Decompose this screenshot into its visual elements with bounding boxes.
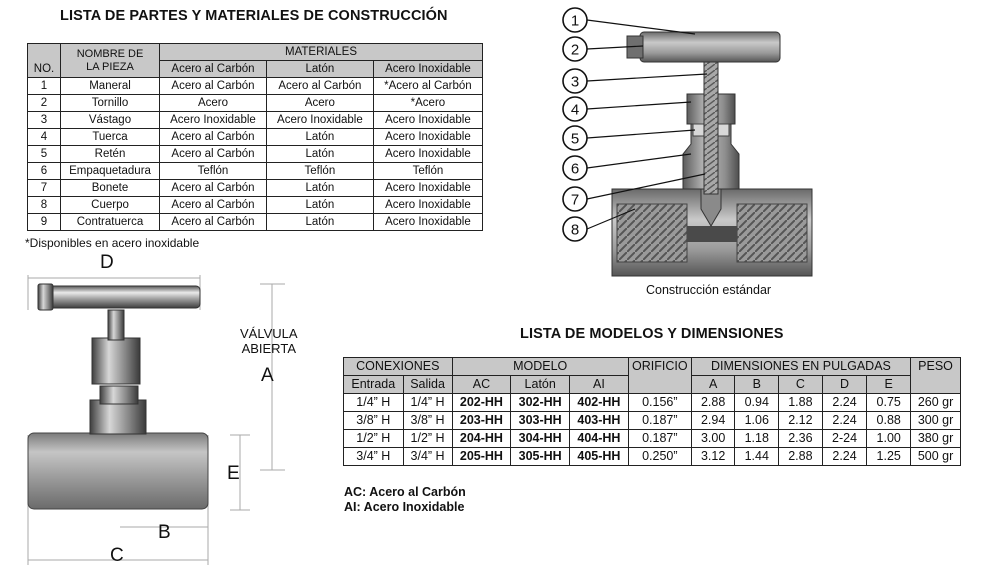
parts-cell: Empaquetadura <box>61 163 160 180</box>
parts-cell: Acero <box>160 95 267 112</box>
valve-stem <box>108 310 124 340</box>
models-cell: 0.94 <box>735 394 779 412</box>
construction-diagram <box>555 4 825 284</box>
models-cell: 1.44 <box>735 448 779 466</box>
parts-row <box>28 112 483 129</box>
models-cell: 1.06 <box>735 412 779 430</box>
parts-row <box>28 129 483 146</box>
callout-number: 4 <box>570 101 580 119</box>
parts-cell: Teflón <box>373 163 482 180</box>
parts-cell: Latón <box>266 180 373 197</box>
parts-cell: Acero Inoxidable <box>373 180 482 197</box>
parts-cell: Acero Inoxidable <box>266 112 373 129</box>
callout-5 <box>563 126 587 150</box>
models-cell: 1.18 <box>735 430 779 448</box>
parts-cell: Acero al Carbón <box>160 197 267 214</box>
models-cell: 303-HH <box>511 412 570 430</box>
parts-cell: 6 <box>28 163 61 180</box>
valve-handle <box>50 286 200 308</box>
models-cell: 2.12 <box>779 412 823 430</box>
parts-row <box>28 214 483 231</box>
models-title: LISTA DE MODELOS Y DIMENSIONES <box>520 326 784 342</box>
legend-ai: AI: Acero Inoxidable <box>344 500 465 514</box>
parts-cell: Acero al Carbón <box>160 180 267 197</box>
models-cell: 1.00 <box>867 430 911 448</box>
parts-cell: Latón <box>266 197 373 214</box>
parts-table <box>27 43 483 231</box>
models-cell: 1.88 <box>779 394 823 412</box>
legend-ac: AC: Acero al Carbón <box>344 485 466 499</box>
models-cell: 3/4” H <box>403 448 452 466</box>
models-header-dimensions: DIMENSIONES EN PULGADAS <box>691 358 910 376</box>
models-cell: 304-HH <box>511 430 570 448</box>
parts-header-material-col: Acero al Carbón <box>160 61 267 78</box>
models-cell: 2.88 <box>779 448 823 466</box>
callout-number: 8 <box>570 221 580 239</box>
callout-number: 5 <box>570 130 580 148</box>
parts-cell: Acero Inoxidable <box>373 129 482 146</box>
models-cell: 0.75 <box>867 394 911 412</box>
parts-header-materials: MATERIALES <box>160 44 483 61</box>
callout-number: 1 <box>570 12 580 30</box>
models-cell: 204-HH <box>452 430 511 448</box>
parts-title: LISTA DE PARTES Y MATERIALES DE CONSTRUCCIÓN <box>60 8 448 24</box>
models-cell: 3.00 <box>691 430 735 448</box>
parts-row <box>28 180 483 197</box>
models-header-brass: Latón <box>511 376 570 394</box>
parts-header-no: NO. <box>28 44 61 78</box>
parts-cell: Acero al Carbón <box>160 146 267 163</box>
parts-header-name-line1: NOMBRE DE <box>76 47 144 60</box>
parts-cell: 1 <box>28 78 61 95</box>
parts-cell: Tornillo <box>61 95 160 112</box>
parts-cell: Teflón <box>266 163 373 180</box>
parts-cell: 3 <box>28 112 61 129</box>
models-cell: 2-24 <box>822 430 867 448</box>
models-cell: 202-HH <box>452 394 511 412</box>
valve-illustration <box>20 270 320 565</box>
models-cell: 402-HH <box>570 394 629 412</box>
valve-handle-screw <box>38 284 53 310</box>
parts-cell: Acero <box>266 95 373 112</box>
valve-lower-nut <box>90 400 146 434</box>
parts-cell: Acero Inoxidable <box>373 214 482 231</box>
models-row <box>344 430 961 448</box>
construction-caption: Construcción estándar <box>646 283 772 297</box>
callout-number: 3 <box>570 73 580 91</box>
models-cell: 0.88 <box>867 412 911 430</box>
dim-label-e: E <box>227 463 240 484</box>
parts-cell: Bonete <box>61 180 160 197</box>
parts-cell: Latón <box>266 129 373 146</box>
models-cell: 260 gr <box>911 394 961 412</box>
models-header-ac: AC <box>452 376 511 394</box>
valve-bonnet <box>100 386 138 404</box>
parts-row <box>28 78 483 95</box>
parts-cell: Tuerca <box>61 129 160 146</box>
parts-header-name <box>61 44 160 78</box>
callout-number: 2 <box>570 41 580 59</box>
parts-row <box>28 197 483 214</box>
parts-cell: Latón <box>266 146 373 163</box>
parts-cell: Acero al Carbón <box>266 78 373 95</box>
models-cell: 2.24 <box>822 448 867 466</box>
models-header-model: MODELO <box>452 358 628 376</box>
dim-label-d: D <box>100 252 114 273</box>
models-cell: 302-HH <box>511 394 570 412</box>
body-passage <box>687 226 737 242</box>
models-cell: 1/2” H <box>344 430 404 448</box>
models-row <box>344 394 961 412</box>
parts-cell: Acero al Carbón <box>160 129 267 146</box>
models-header-dim: B <box>735 376 779 394</box>
parts-cell: Contratuerca <box>61 214 160 231</box>
callout-1 <box>563 8 587 32</box>
models-cell: 203-HH <box>452 412 511 430</box>
models-table <box>343 357 961 466</box>
parts-cell: Acero Inoxidable <box>373 112 482 129</box>
parts-cell: *Acero <box>373 95 482 112</box>
models-cell: 1/2” H <box>403 430 452 448</box>
models-cell: 404-HH <box>570 430 629 448</box>
models-cell: 0.187” <box>628 430 691 448</box>
models-cell: 300 gr <box>911 412 961 430</box>
valve-body <box>28 433 208 509</box>
models-cell: 3.12 <box>691 448 735 466</box>
models-cell: 2.24 <box>822 394 867 412</box>
models-legend <box>344 485 466 515</box>
parts-cell: Maneral <box>61 78 160 95</box>
models-cell: 2.88 <box>691 394 735 412</box>
valve-open-line2: ABIERTA <box>241 341 296 356</box>
models-cell: 3/8” H <box>403 412 452 430</box>
parts-cell: Acero al Carbón <box>160 78 267 95</box>
models-cell: 2.24 <box>822 412 867 430</box>
dim-label-b: B <box>158 522 171 543</box>
callout-3 <box>563 69 587 93</box>
parts-cell: 8 <box>28 197 61 214</box>
parts-cell: 4 <box>28 129 61 146</box>
models-cell: 205-HH <box>452 448 511 466</box>
models-row <box>344 448 961 466</box>
parts-header-material-col: Acero Inoxidable <box>373 61 482 78</box>
parts-cell: Retén <box>61 146 160 163</box>
models-header-weight: PESO <box>911 358 961 394</box>
callout-2 <box>563 37 587 61</box>
models-cell: 0.187” <box>628 412 691 430</box>
valve-open-label <box>240 326 298 356</box>
models-header-exit: Salida <box>403 376 452 394</box>
dim-label-c: C <box>110 545 124 566</box>
models-header-entry: Entrada <box>344 376 404 394</box>
parts-header-name-line2: LA PIEZA <box>86 60 134 73</box>
models-header-dim: A <box>691 376 735 394</box>
valve-open-line1: VÁLVULA <box>240 326 298 341</box>
parts-row <box>28 163 483 180</box>
models-cell: 1/4” H <box>403 394 452 412</box>
callout-number: 7 <box>570 191 580 209</box>
callout-number: 6 <box>570 160 580 178</box>
models-header-connections: CONEXIONES <box>344 358 453 376</box>
parts-cell: 9 <box>28 214 61 231</box>
parts-cell: Acero Inoxidable <box>160 112 267 129</box>
models-header-dim: E <box>867 376 911 394</box>
valve-packing-nut <box>92 338 140 384</box>
models-cell: 2.94 <box>691 412 735 430</box>
callout-8 <box>563 217 587 241</box>
models-header-dim: D <box>822 376 867 394</box>
parts-footnote: *Disponibles en acero inoxidable <box>25 236 200 250</box>
models-cell: 1.25 <box>867 448 911 466</box>
handle-bar <box>640 32 780 62</box>
models-cell: 3/4” H <box>344 448 404 466</box>
parts-row <box>28 95 483 112</box>
models-cell: 0.250” <box>628 448 691 466</box>
parts-cell: Teflón <box>160 163 267 180</box>
parts-row <box>28 146 483 163</box>
models-cell: 380 gr <box>911 430 961 448</box>
parts-body <box>28 78 483 231</box>
parts-cell: Latón <box>266 214 373 231</box>
models-cell: 305-HH <box>511 448 570 466</box>
models-cell: 1/4” H <box>344 394 404 412</box>
parts-cell: *Acero al Carbón <box>373 78 482 95</box>
parts-cell: Acero Inoxidable <box>373 197 482 214</box>
parts-cell: Acero Inoxidable <box>373 146 482 163</box>
parts-cell: Cuerpo <box>61 197 160 214</box>
models-header-orifice: ORIFICIO <box>628 358 691 394</box>
models-cell: 3/8” H <box>344 412 404 430</box>
models-header-dim: C <box>779 376 823 394</box>
models-cell: 0.156” <box>628 394 691 412</box>
body-right-thread <box>737 204 807 262</box>
parts-cell: Acero al Carbón <box>160 214 267 231</box>
models-header-ai: AI <box>570 376 629 394</box>
callout-6 <box>563 156 587 180</box>
models-cell: 403-HH <box>570 412 629 430</box>
dim-label-a: A <box>261 365 274 386</box>
callout-4 <box>563 97 587 121</box>
models-cell: 500 gr <box>911 448 961 466</box>
stem <box>704 44 718 194</box>
models-cell: 405-HH <box>570 448 629 466</box>
models-row <box>344 412 961 430</box>
parts-cell: Vástago <box>61 112 160 129</box>
parts-cell: 7 <box>28 180 61 197</box>
parts-cell: 5 <box>28 146 61 163</box>
callout-7 <box>563 187 587 211</box>
models-body <box>344 394 961 466</box>
parts-header-material-col: Latón <box>266 61 373 78</box>
parts-cell: 2 <box>28 95 61 112</box>
models-cell: 2.36 <box>779 430 823 448</box>
